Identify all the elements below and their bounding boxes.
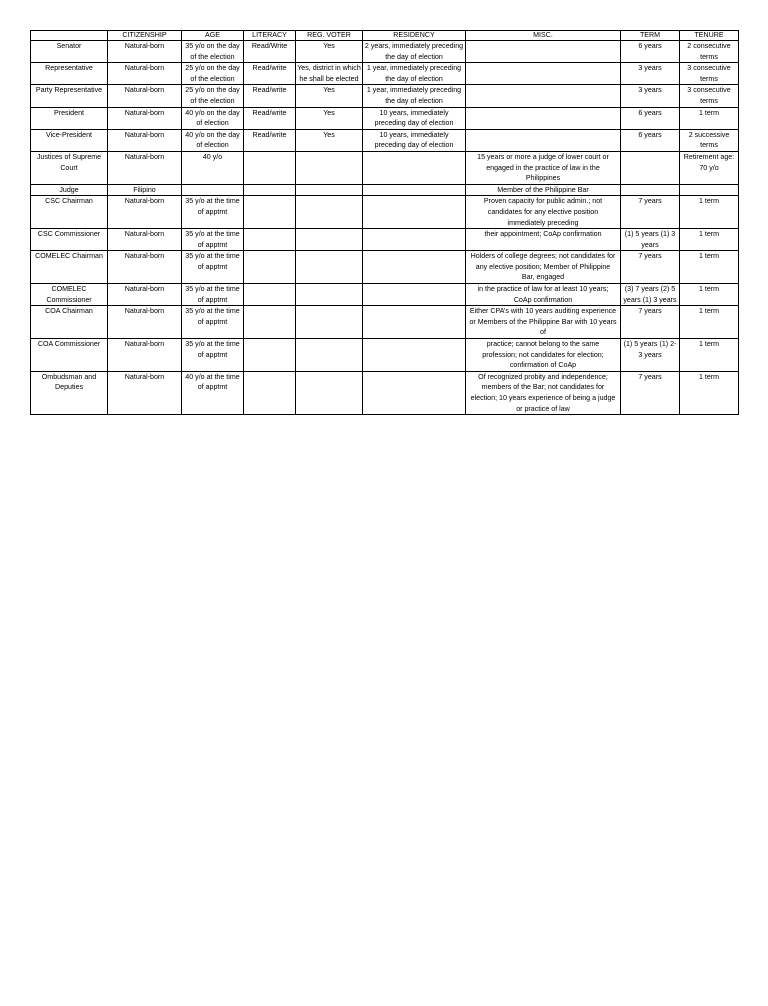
cell-term: 7 years	[621, 196, 680, 229]
cell-position: Party Representative	[31, 85, 108, 107]
cell-position: Senator	[31, 41, 108, 63]
qualifications-table	[30, 30, 739, 415]
cell-literacy	[244, 284, 296, 306]
cell-tenure: Retirement age: 70 y/o	[680, 151, 739, 184]
table-row	[31, 41, 739, 63]
cell-term: 6 years	[621, 107, 680, 129]
cell-tenure: 1 term	[680, 196, 739, 229]
cell-age: 35 y/o at the time of apptmt	[182, 229, 244, 251]
cell-misc: practice; cannot belong to the same profession; not candidates for election; confirmation of CoAp	[466, 339, 621, 372]
cell-citizenship: Natural-born	[108, 284, 182, 306]
cell-term: (1) 5 years (1) 2-3 years	[621, 339, 680, 372]
cell-term	[621, 151, 680, 184]
cell-tenure: 2 successive terms	[680, 129, 739, 151]
table-row	[31, 129, 739, 151]
cell-literacy	[244, 184, 296, 196]
cell-reg-voter	[296, 196, 363, 229]
cell-literacy	[244, 151, 296, 184]
cell-reg-voter	[296, 339, 363, 372]
cell-literacy: Read/write	[244, 63, 296, 85]
cell-citizenship: Natural-born	[108, 107, 182, 129]
cell-age: 40 y/o at the time of apptmt	[182, 371, 244, 414]
header-literacy: LITERACY	[244, 31, 296, 41]
cell-reg-voter: Yes, district in which he shall be elected	[296, 63, 363, 85]
cell-citizenship: Natural-born	[108, 151, 182, 184]
table-row	[31, 184, 739, 196]
cell-literacy: Read/write	[244, 85, 296, 107]
cell-tenure: 1 term	[680, 339, 739, 372]
cell-literacy: Read/write	[244, 129, 296, 151]
cell-tenure: 3 consecutive terms	[680, 85, 739, 107]
cell-tenure	[680, 184, 739, 196]
cell-position: Justices of Supreme Court	[31, 151, 108, 184]
cell-age: 35 y/o at the time of apptmt	[182, 251, 244, 284]
cell-tenure: 1 term	[680, 107, 739, 129]
cell-age: 35 y/o at the time of apptmt	[182, 196, 244, 229]
cell-reg-voter: Yes	[296, 85, 363, 107]
cell-literacy	[244, 196, 296, 229]
table-row	[31, 284, 739, 306]
cell-literacy	[244, 371, 296, 414]
cell-misc	[466, 63, 621, 85]
cell-misc	[466, 129, 621, 151]
cell-citizenship: Natural-born	[108, 41, 182, 63]
cell-tenure: 1 term	[680, 306, 739, 339]
cell-reg-voter: Yes	[296, 41, 363, 63]
cell-age: 25 y/o on the day of the election	[182, 63, 244, 85]
cell-tenure: 2 consecutive terms	[680, 41, 739, 63]
cell-literacy	[244, 251, 296, 284]
cell-citizenship: Natural-born	[108, 129, 182, 151]
cell-residency: 2 years, immediately preceding the day of election	[363, 41, 466, 63]
header-reg-voter: REG. VOTER	[296, 31, 363, 41]
cell-residency: 1 year, immediately preceding the day of election	[363, 63, 466, 85]
header-age: AGE	[182, 31, 244, 41]
cell-citizenship: Natural-born	[108, 371, 182, 414]
cell-position: Ombudsman and Deputies	[31, 371, 108, 414]
cell-age: 25 y/o on the day of the election	[182, 85, 244, 107]
cell-literacy	[244, 339, 296, 372]
cell-misc: Proven capacity for public admin.; not candidates for any elective position immediately preceding	[466, 196, 621, 229]
cell-reg-voter: Yes	[296, 129, 363, 151]
cell-term: (1) 5 years (1) 3 years	[621, 229, 680, 251]
cell-misc: Holders of college degrees; not candidates for any elective position; Member of Philippine Bar, engaged	[466, 251, 621, 284]
cell-literacy: Read/Write	[244, 41, 296, 63]
cell-residency	[363, 339, 466, 372]
cell-citizenship: Filipino	[108, 184, 182, 196]
table-row	[31, 85, 739, 107]
cell-residency: 10 years, immediately preceding day of election	[363, 129, 466, 151]
cell-age: 35 y/o at the time of apptmt	[182, 306, 244, 339]
cell-misc: Either CPA’s with 10 years auditing experience or Members of the Philippine Bar with 10 years of	[466, 306, 621, 339]
cell-tenure: 1 term	[680, 284, 739, 306]
cell-citizenship: Natural-born	[108, 306, 182, 339]
cell-misc: in the practice of law for at least 10 years; CoAp confirmation	[466, 284, 621, 306]
header-tenure: TENURE	[680, 31, 739, 41]
cell-citizenship: Natural-born	[108, 63, 182, 85]
cell-citizenship: Natural-born	[108, 196, 182, 229]
cell-age	[182, 184, 244, 196]
cell-term: 7 years	[621, 251, 680, 284]
cell-age: 40 y/o	[182, 151, 244, 184]
table-row	[31, 63, 739, 85]
cell-reg-voter	[296, 306, 363, 339]
cell-reg-voter	[296, 151, 363, 184]
cell-term: 7 years	[621, 306, 680, 339]
cell-position: Judge	[31, 184, 108, 196]
table-body	[31, 41, 739, 415]
cell-position: Vice-President	[31, 129, 108, 151]
cell-residency: 10 years, immediately preceding day of election	[363, 107, 466, 129]
cell-reg-voter	[296, 371, 363, 414]
cell-age: 40 y/o on the day of election	[182, 107, 244, 129]
cell-residency: 1 year, immediately preceding the day of election	[363, 85, 466, 107]
cell-reg-voter	[296, 184, 363, 196]
cell-residency	[363, 151, 466, 184]
cell-position: President	[31, 107, 108, 129]
cell-residency	[363, 371, 466, 414]
cell-term: (3) 7 years (2) 5 years (1) 3 years	[621, 284, 680, 306]
cell-position: COMELEC Chairman	[31, 251, 108, 284]
cell-misc	[466, 85, 621, 107]
cell-residency	[363, 306, 466, 339]
cell-position: CSC Chairman	[31, 196, 108, 229]
cell-tenure: 1 term	[680, 229, 739, 251]
cell-literacy: Read/write	[244, 107, 296, 129]
cell-position: COMELEC Commissioner	[31, 284, 108, 306]
cell-age: 35 y/o on the day of the election	[182, 41, 244, 63]
table-row	[31, 251, 739, 284]
header-position	[31, 31, 108, 41]
cell-literacy	[244, 306, 296, 339]
cell-term: 7 years	[621, 371, 680, 414]
cell-tenure: 1 term	[680, 371, 739, 414]
cell-citizenship: Natural-born	[108, 85, 182, 107]
cell-term: 6 years	[621, 129, 680, 151]
table-row	[31, 151, 739, 184]
cell-misc: 15 years or more a judge of lower court or engaged in the practice of law in the Philippines	[466, 151, 621, 184]
cell-misc: Member of the Philippine Bar	[466, 184, 621, 196]
cell-misc	[466, 41, 621, 63]
table-row	[31, 196, 739, 229]
cell-misc	[466, 107, 621, 129]
cell-term	[621, 184, 680, 196]
cell-age: 40 y/o on the day of election	[182, 129, 244, 151]
cell-position: COA Commissioner	[31, 339, 108, 372]
cell-age: 35 y/o at the time of apptmt	[182, 284, 244, 306]
cell-reg-voter: Yes	[296, 107, 363, 129]
header-residency: RESIDENCY	[363, 31, 466, 41]
cell-reg-voter	[296, 284, 363, 306]
header-row	[31, 31, 739, 41]
table-row	[31, 107, 739, 129]
header-misc: MISC.	[466, 31, 621, 41]
cell-residency	[363, 251, 466, 284]
header-term: TERM	[621, 31, 680, 41]
cell-misc: Of recognized probity and independence; members of the Bar; not candidates for election; 10 years experience of being a judge or practice of law	[466, 371, 621, 414]
table-row	[31, 229, 739, 251]
cell-tenure: 1 term	[680, 251, 739, 284]
table-row	[31, 339, 739, 372]
cell-residency	[363, 196, 466, 229]
cell-citizenship: Natural-born	[108, 251, 182, 284]
header-citizenship: CITIZENSHIP	[108, 31, 182, 41]
cell-position: COA Chairman	[31, 306, 108, 339]
cell-residency	[363, 284, 466, 306]
cell-tenure: 3 consecutive terms	[680, 63, 739, 85]
cell-age: 35 y/o at the time of apptmt	[182, 339, 244, 372]
cell-citizenship: Natural-born	[108, 229, 182, 251]
cell-literacy	[244, 229, 296, 251]
table-row	[31, 371, 739, 414]
cell-term: 3 years	[621, 85, 680, 107]
cell-position: CSC Commissioner	[31, 229, 108, 251]
cell-citizenship: Natural-born	[108, 339, 182, 372]
cell-term: 6 years	[621, 41, 680, 63]
cell-reg-voter	[296, 229, 363, 251]
cell-misc: their appointment; CoAp confirmation	[466, 229, 621, 251]
cell-residency	[363, 229, 466, 251]
cell-position: Representative	[31, 63, 108, 85]
cell-residency	[363, 184, 466, 196]
cell-term: 3 years	[621, 63, 680, 85]
cell-reg-voter	[296, 251, 363, 284]
table-row	[31, 306, 739, 339]
